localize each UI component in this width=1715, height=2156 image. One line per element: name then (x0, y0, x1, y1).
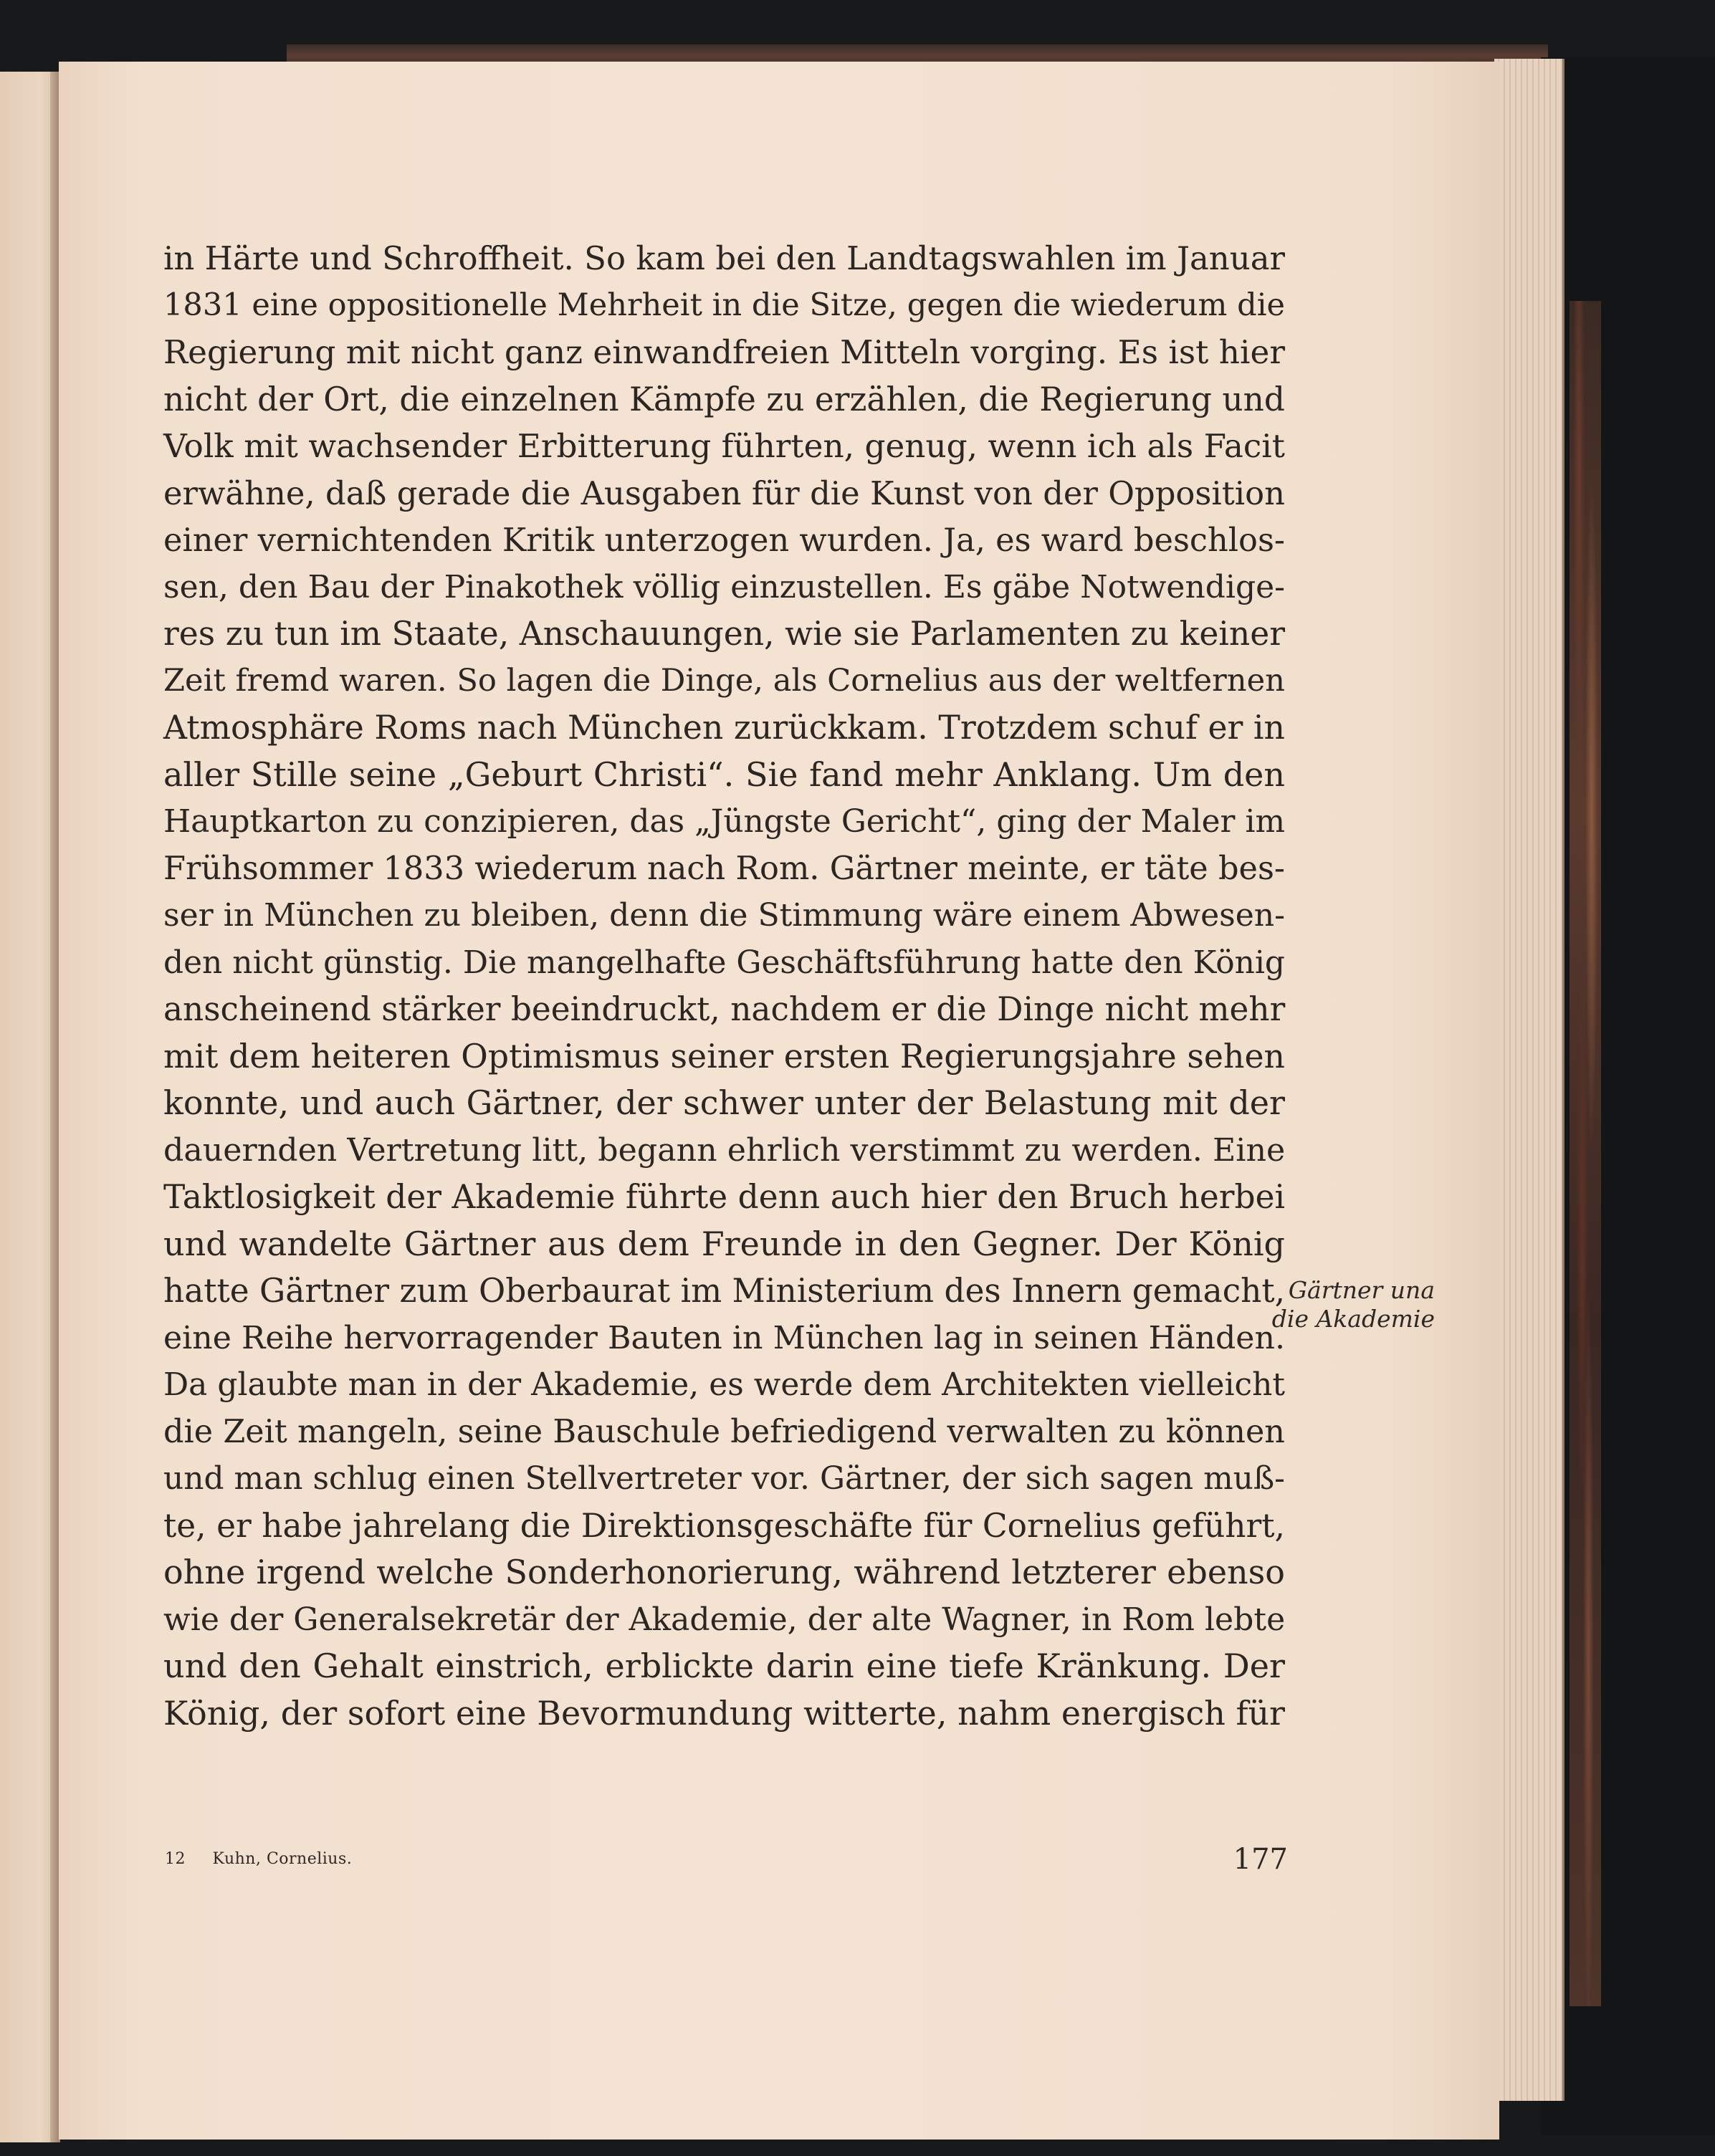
text-line: te, er habe jahrelang die Direktionsgeschäfte für Cornelius geführt, (163, 1506, 1285, 1545)
text-line: den nicht günstig. Die mangelhafte Geschäftsführung hatte den König (163, 944, 1285, 981)
text-line: Frühsommer 1833 wiederum nach Rom. Gärtner meinte, er täte bes- (163, 849, 1285, 887)
text-line: Regierung mit nicht ganz einwandfreien Mitteln vorging. Es ist hier (163, 333, 1285, 371)
text-line: einer vernichtenden Kritik unterzogen wurden. Ja, es ward beschlos- (163, 521, 1285, 559)
text-line: Volk mit wachsender Erbitterung führten, genug, wenn ich als Facit (163, 427, 1285, 465)
text-line: ser in München zu bleiben, denn die Stimmung wäre einem Abwesen- (163, 897, 1286, 934)
page-edges-stack (1494, 59, 1564, 2101)
text-line: hatte Gärtner zum Oberbaurat im Ministerium des Innern gemacht, (163, 1272, 1285, 1310)
text-line: 1831 eine oppositionelle Mehrheit in die Sitze, gegen die wiederum die (163, 287, 1285, 323)
text-line: Atmosphäre Roms nach München zurückkam. Trotzdem schuf er in (163, 709, 1285, 747)
book-page (59, 62, 1499, 2140)
text-line: Zeit fremd waren. So lagen die Dinge, als Cornelius aus der weltfernen (163, 662, 1285, 699)
body-text (163, 235, 1285, 1737)
text-line: Hauptkarton zu conzipieren, das „Jüngste Gericht“, ging der Maler im (163, 803, 1285, 840)
text-line: wie der Generalsekretär der Akademie, der alte Wagner, in Rom lebte (163, 1601, 1286, 1638)
book-cover-right (1541, 57, 1715, 2135)
text-line: die Zeit mangeln, seine Bauschule befriedigend verwalten zu können (163, 1412, 1285, 1450)
text-line: Da glaubte man in der Akademie, es werde dem Architekten vielleicht (163, 1366, 1285, 1403)
text-line: und wandelte Gärtner aus dem Freunde in den Gegner. Der König (163, 1224, 1285, 1263)
text-line: mit dem heiteren Optimismus seiner ersten Regierungsjahre sehen (163, 1037, 1285, 1075)
page-number: 177 (1233, 1843, 1288, 1876)
text-line: eine Reihe hervorragender Bauten in München lag in seinen Händen. (163, 1319, 1285, 1356)
text-line: dauernden Vertretung litt, begann ehrlich verstimmt zu werden. Eine (163, 1131, 1286, 1169)
marbled-paper-edge (1570, 301, 1601, 2006)
text-line: anscheinend stärker beeindruckt, nachdem er die Dinge nicht mehr (163, 990, 1286, 1028)
text-line: ohne irgend welche Sonderhonorierung, während letzterer ebenso (163, 1553, 1285, 1591)
text-line: aller Stille seine „Geburt Christi“. Sie fand mehr Anklang. Um den (163, 754, 1285, 794)
text-line: erwähne, daß gerade die Ausgaben für die Kunst von der Opposition (163, 474, 1285, 512)
text-line: und man schlug einen Stellvertreter vor. Gärtner, der sich sagen muß- (163, 1460, 1285, 1497)
text-line: konnte, und auch Gärtner, der schwer unter der Belastung mit der (163, 1083, 1285, 1122)
text-line: König, der sofort eine Bevormundung witterte, nahm energisch für (163, 1693, 1285, 1733)
text-line: nicht der Ort, die einzelnen Kämpfe zu erzählen, die Regierung und (163, 380, 1285, 418)
printer-signature (165, 1850, 352, 1868)
text-line: res zu tun im Staate, Anschauungen, wie sie Parlamenten zu keiner (163, 615, 1285, 653)
marginal-note-line-1: Gärtner una (1288, 1276, 1435, 1304)
text-line: sen, den Bau der Pinakothek völlig einzustellen. Es gäbe Notwendige- (163, 568, 1285, 605)
text-line: und den Gehalt einstrich, erblickte darin eine tiefe Kränkung. Der (163, 1647, 1285, 1685)
text-line: Taktlosigkeit der Akademie führte denn auch hier den Bruch herbei (163, 1178, 1285, 1216)
marginal-note-line-2: die Akademie (1271, 1305, 1435, 1333)
text-line: in Härte und Schroffheit. So kam bei den Landtagswahlen im Januar (163, 239, 1285, 277)
signature-text: Kuhn, Cornelius. (212, 1850, 353, 1868)
marginal-note (1241, 1276, 1435, 1333)
signature-number: 12 (165, 1850, 186, 1868)
